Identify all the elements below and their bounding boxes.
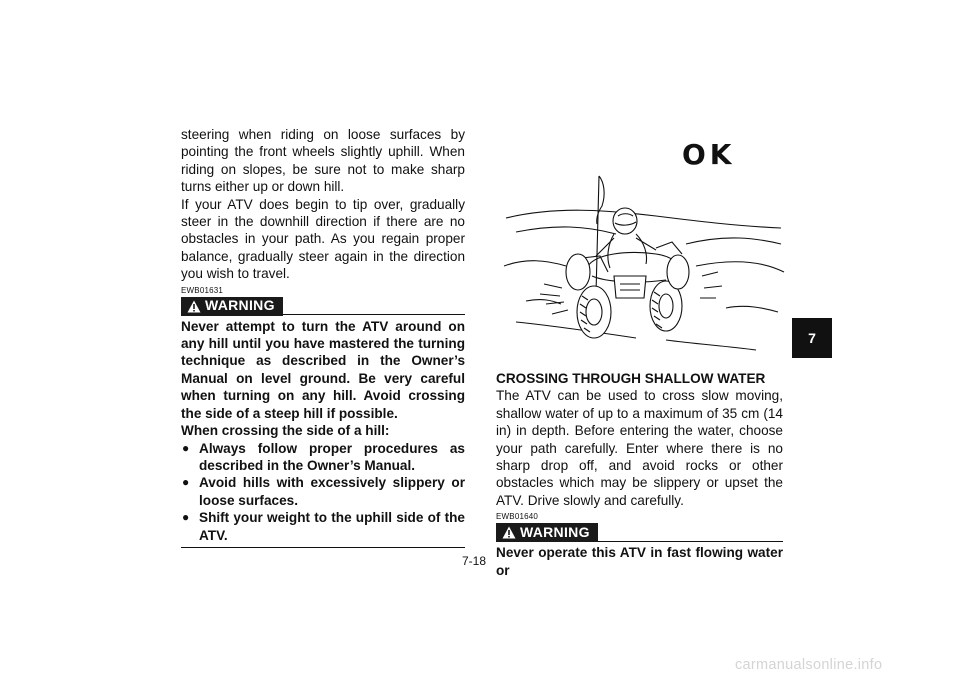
bullet-text: Always follow proper procedures as described in the Owner’s Manual. (199, 440, 465, 473)
warning-header (181, 297, 465, 316)
warning-label: WARNING (205, 297, 275, 314)
chapter-tab: 7 (792, 318, 832, 358)
warning-subhead: When crossing the side of a hill: (181, 423, 390, 439)
atv-rider-illustration (496, 126, 786, 366)
bullet-item (181, 474, 465, 509)
warning-triangle-icon (187, 300, 201, 313)
bullet-icon: ● (182, 475, 190, 490)
warning-badge (181, 297, 283, 316)
bullet-item (181, 509, 465, 544)
warning-code: EWB01640 (496, 512, 539, 522)
warning-code: EWB01631 (181, 285, 224, 295)
bullet-item (181, 440, 465, 475)
warning-rule (283, 314, 465, 315)
right-column (496, 370, 783, 579)
warning-rule (598, 541, 783, 542)
left-column (181, 126, 465, 548)
warning-body: Never operate this ATV in fast flowing water or (496, 545, 783, 578)
warning-badge (496, 523, 598, 542)
intro-paragraph-1: steering when riding on loose surfaces by pointing the front wheels slightly uphill. When riding on slopes, be sure not to make sharp turns either up or down hill. (181, 127, 465, 195)
page-number: 7-18 (462, 554, 487, 568)
watermark: carmanualsonline.info (735, 657, 883, 673)
warning-header (496, 523, 783, 542)
bullet-icon: ● (182, 440, 190, 455)
bullet-text: Avoid hills with excessively slippery or loose surfaces. (199, 475, 465, 508)
warning-body: Never attempt to turn the ATV around on any hill until you have mastered the turning technique as described in the Owner’s Manual on level ground. Be very careful when turning on any hill. Avoid crossing the side of a steep hill if possible. (181, 318, 465, 421)
bullet-icon: ● (182, 510, 190, 525)
section-heading: CROSSING THROUGH SHALLOW WATER (496, 371, 766, 386)
warning-bullet-list (181, 440, 465, 544)
bullet-text: Shift your weight to the uphill side of the ATV. (199, 510, 465, 543)
illustration-caption: OK (682, 138, 736, 171)
warning-end-rule (181, 547, 465, 548)
warning-label: WARNING (520, 524, 590, 541)
intro-paragraph-2: If your ATV does begin to tip over, gradually steer in the downhill direction if there are no obstacles in your path. As you regain proper balance, gradually steer again in the direction you wish to travel. (181, 196, 465, 282)
section-paragraph: The ATV can be used to cross slow moving, shallow water of up to a maximum of 35 cm (14 in) in depth. Before entering the water, choose your path carefully. Enter where there is no sharp drop off, and avoid rocks or other obstacles which may be slippery or upset the ATV. Drive slowly and carefully. (496, 388, 783, 508)
warning-triangle-icon (502, 526, 516, 539)
